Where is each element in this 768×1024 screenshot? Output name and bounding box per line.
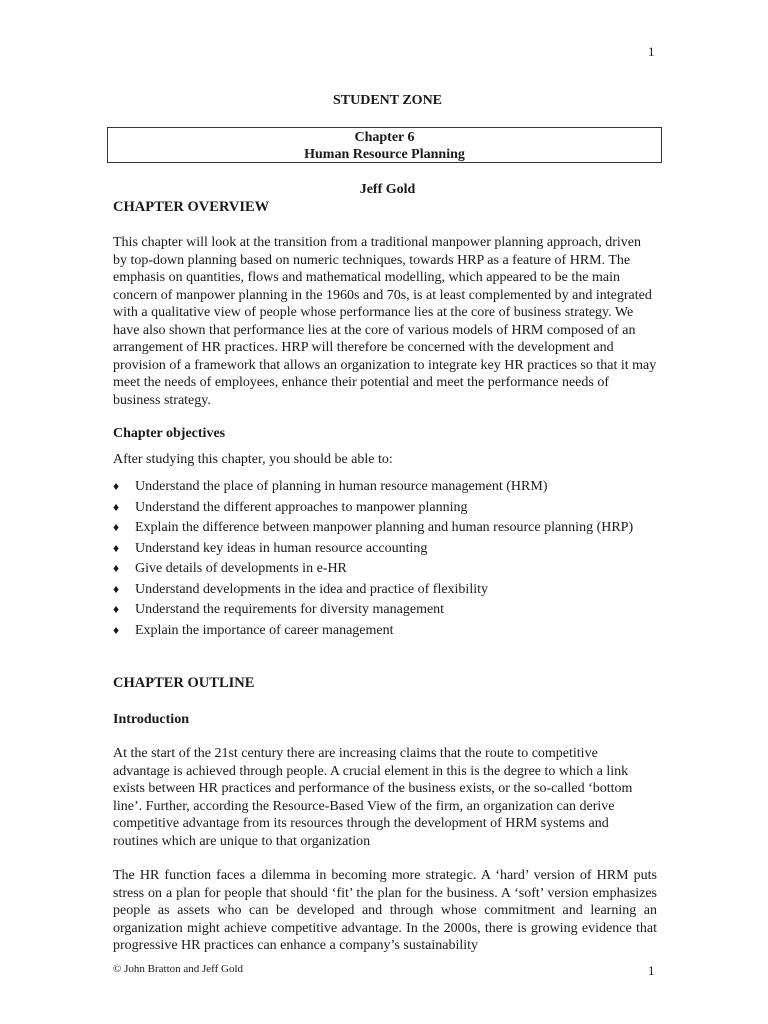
list-item: ♦ Give details of developments in e-HR bbox=[113, 561, 347, 576]
student-zone-title: STUDENT ZONE bbox=[332, 93, 443, 108]
list-item: ♦ Explain the difference between manpower planning and human resource planning (HRP) bbox=[113, 520, 634, 535]
list-item: ♦ Understand the different approaches to manpower planning bbox=[113, 499, 468, 515]
chapter-title-box bbox=[107, 127, 662, 163]
diamond-bullet-icon: ♦ bbox=[113, 581, 120, 596]
list-item: ♦ Understand the place of planning in human resource management (HRM) bbox=[113, 479, 548, 494]
outline-heading: CHAPTER OUTLINE bbox=[113, 675, 255, 691]
overview-paragraph: This chapter will look at the transition from a traditional manpower planning approach, driven by top-down planning based on numeric techniques, towards HRP as a feature of HRM. The emphasis on quantities, flows and mathematical modelling, which appeared to be the main concern of manpower planning in the 1960s and 70s, is at least complemented by and integrated with a qualitative view of people whose performance lies at the core of business strategy. We have also shown that performance lies at the core of various models of HRM composed of an arrangement of HR practices. HRP will therefore be concerned with the development and provision of a framework that allows an organization to integrate key HR practices so that it may meet the needs of employees, enhance their potential and meet the performance needs of business strategy. bbox=[113, 235, 657, 408]
chapter-title: Human Resource Planning bbox=[304, 147, 465, 162]
author-name: Jeff Gold bbox=[359, 182, 416, 197]
diamond-bullet-icon: ♦ bbox=[113, 520, 120, 534]
list-item: ♦ Understand key ideas in human resource accounting bbox=[113, 540, 428, 556]
diamond-bullet-icon: ♦ bbox=[113, 602, 120, 616]
chapter-number: Chapter 6 bbox=[354, 130, 415, 145]
list-item: ♦ Explain the importance of career management bbox=[113, 622, 394, 638]
hr-function-paragraph: The HR function faces a dilemma in becoming more strategic. A ‘hard’ version of HRM puts stress on a plan for people that should ‘fit’ the plan for the business. A ‘soft’ version emphasizes people as assets who can be developed and through whose commitment and learning an organization might achieve competitive advantage. In the 2000s, there is growing evidence that progressive HR practices can enhance a company’s sustainability bbox=[113, 868, 657, 953]
list-item: ♦ Understand developments in the idea and practice of flexibility bbox=[113, 581, 488, 597]
objectives-list bbox=[113, 478, 657, 642]
diamond-bullet-icon: ♦ bbox=[113, 479, 120, 493]
introduction-paragraph: At the start of the 21st century there are increasing claims that the route to competitive advantage is achieved through people. A crucial element in this is the degree to which a link exists between HR practices and performance of the business exists, or the so-called ‘bottom line’. Further, according the Resource-Based View of the firm, an organization can derive competitive advantage from its resources through the development of HRM systems and routines which are unique to that organization bbox=[113, 746, 633, 849]
page-number-top: 1 bbox=[648, 44, 655, 59]
diamond-bullet-icon: ♦ bbox=[113, 540, 120, 555]
diamond-bullet-icon: ♦ bbox=[113, 561, 120, 575]
footer-copyright: © John Bratton and Jeff Gold bbox=[113, 963, 244, 975]
footer-page-number: 1 bbox=[648, 963, 655, 978]
diamond-bullet-icon: ♦ bbox=[113, 499, 120, 514]
overview-heading: CHAPTER OVERVIEW bbox=[113, 199, 270, 215]
introduction-heading: Introduction bbox=[113, 712, 189, 727]
objectives-intro: After studying this chapter, you should be able to: bbox=[113, 452, 393, 467]
objectives-heading: Chapter objectives bbox=[113, 426, 226, 441]
list-item: ♦ Understand the requirements for diversity management bbox=[113, 602, 445, 617]
diamond-bullet-icon: ♦ bbox=[113, 622, 120, 637]
